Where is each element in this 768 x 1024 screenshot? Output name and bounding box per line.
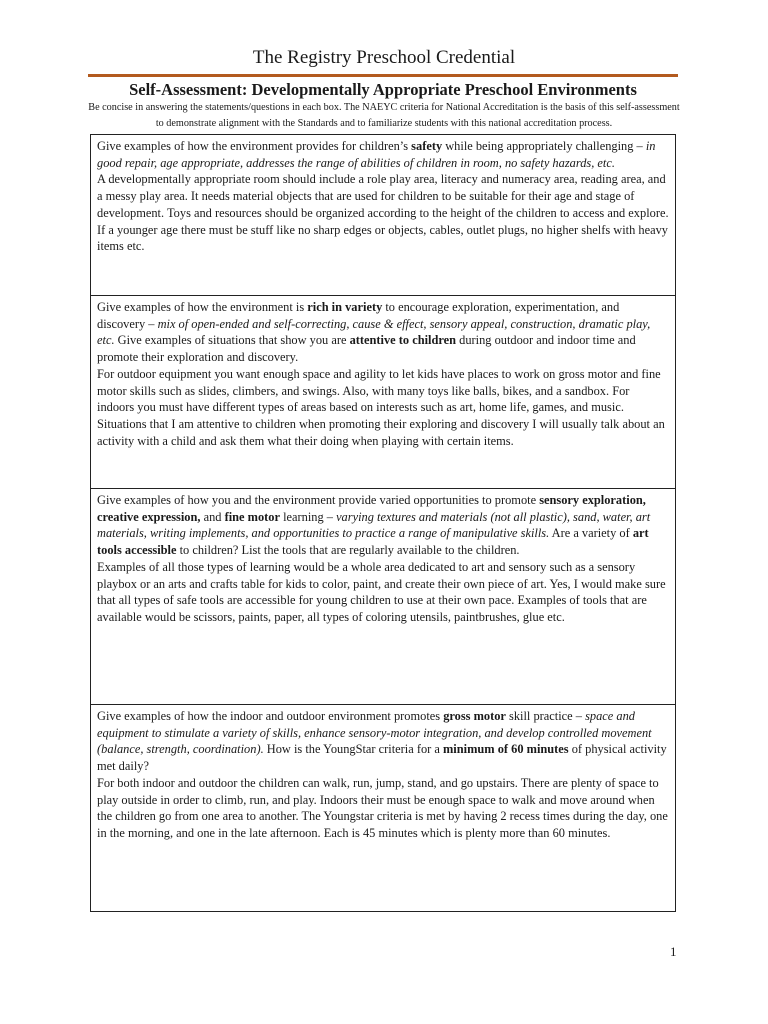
prompt-examples: space and equipment to stimulate a variety of skills, enhance sensory-motor integration, and develop controlled movement (balance, strength, coordination).	[97, 709, 652, 757]
assessment-box-sensory	[90, 488, 676, 705]
prompt-text: How is the YoungStar criteria for a	[263, 742, 443, 757]
prompt-text: while being appropriately challenging –	[442, 139, 646, 153]
answer-text: For both indoor and outdoor the children can walk, run, jump, stand, and go upstairs. There are plenty of space to play outside in order to climb, run, and play. Indoors their must be enough space to walk and move around when the children go from one area to another. The Youngstar criteria is met by having 2 recess times during the day, one in the morning, and one in the late afternoon. Each is 45 minutes which is plenty more than 60 minutes.	[97, 775, 668, 840]
prompt-keyword: attentive to children	[349, 333, 457, 348]
prompt-text: to encourage exploration, experimentation, and discovery –	[97, 300, 620, 331]
prompt-text: during outdoor and indoor time and promote their exploration and discovery.	[97, 333, 636, 365]
prompt-keyword: gross motor	[443, 709, 506, 723]
title-divider	[88, 74, 678, 77]
page-title: The Registry Preschool Credential	[252, 47, 516, 68]
prompt-text: of physical activity met daily?	[97, 742, 667, 774]
prompt-keyword: art tools accessible	[97, 526, 649, 558]
prompt-keyword: fine motor	[224, 509, 280, 524]
prompt-text: Give examples of how the environment provides for children’s	[97, 139, 412, 153]
prompt-text: and	[200, 509, 225, 524]
prompt-keyword: rich in variety	[307, 300, 383, 314]
answer-text: For outdoor equipment you want enough space and agility to let kids have places to work on gross motor and fine motor skills such as slides, climbers, and swings. Also, with many toys like balls, bikes, and a sandbox. For indoors you must have different types of areas based on interests such as art, home life, games, and music. Situations that I am attentive to children when promoting their exploring and discovery I will usually talk about an activity with a child and ask them what their doing when playing with certain items.	[97, 366, 665, 448]
page-number: 1	[670, 944, 677, 959]
question-prompt	[97, 492, 669, 559]
answer-text: Examples of all those types of learning would be a whole area dedicated to art and sensory such as a sensory playbox or an arts and crafts table for kids to color, paint, and create their own piece of art. Yes, I would make sure that all types of safe tools are accessible for young children to use at their own pace. Examples of tools that are available would be scissors, paints, paper, all types of coloring utensils, paintbrushes, glue etc.	[97, 559, 666, 624]
document-subtitle: Self-Assessment: Developmentally Appropriate Preschool Environments	[129, 80, 637, 99]
question-prompt	[97, 138, 669, 171]
prompt-text: Give examples of how the environment is	[97, 300, 308, 314]
prompt-text: skill practice –	[505, 709, 586, 723]
question-prompt	[97, 299, 669, 366]
prompt-examples: varying textures and materials (not all plastic), sand, water, art materials, writing implements, and opportunities to practice a range of manipulative skills.	[97, 509, 651, 541]
prompt-keyword: sensory exploration, creative expression,	[97, 493, 646, 524]
answer-text: A developmentally appropriate room should include a role play area, literacy and numeracy area, reading area, and a messy play area. It needs material objects that are used for children to be suitable for their age and stage of development. Toys and resources should be organized according to the height of the children to access and explore. If a younger age there must be stuff like no sharp edges or objects, cables, outlet plugs, no higher shelfs with heavy items etc.	[97, 172, 669, 254]
prompt-text: Are a variety of	[549, 526, 633, 541]
prompt-examples: in good repair, age appropriate, addresses the range of abilities of children in room, no safety hazards, etc.	[97, 139, 656, 170]
prompt-text: learning –	[279, 509, 337, 524]
question-prompt	[97, 708, 669, 775]
assessment-box-safety	[90, 134, 676, 296]
prompt-text: Give examples of how you and the environment provide varied opportunities to promote	[97, 493, 540, 507]
prompt-text: Give examples of situations that show you are	[114, 333, 350, 348]
assessment-box-gross-motor	[90, 704, 676, 912]
prompt-examples: mix of open-ended and self-correcting, cause & effect, sensory appeal, construction, dramatic play, etc.	[97, 316, 651, 348]
instructions-text: Be concise in answering the statements/questions in each box. The NAEYC criteria for National Accreditation is the basis of this self-assessment to demonstrate alignment with the Standards and to familiarize students with this national accreditation process.	[88, 102, 680, 129]
assessment-box-variety	[90, 295, 676, 489]
prompt-text: to children? List the tools that are regularly available to the children.	[176, 543, 520, 558]
prompt-keyword: safety	[411, 139, 443, 153]
prompt-text: Give examples of how the indoor and outdoor environment promotes	[97, 709, 444, 723]
prompt-keyword: minimum of 60 minutes	[442, 742, 569, 757]
